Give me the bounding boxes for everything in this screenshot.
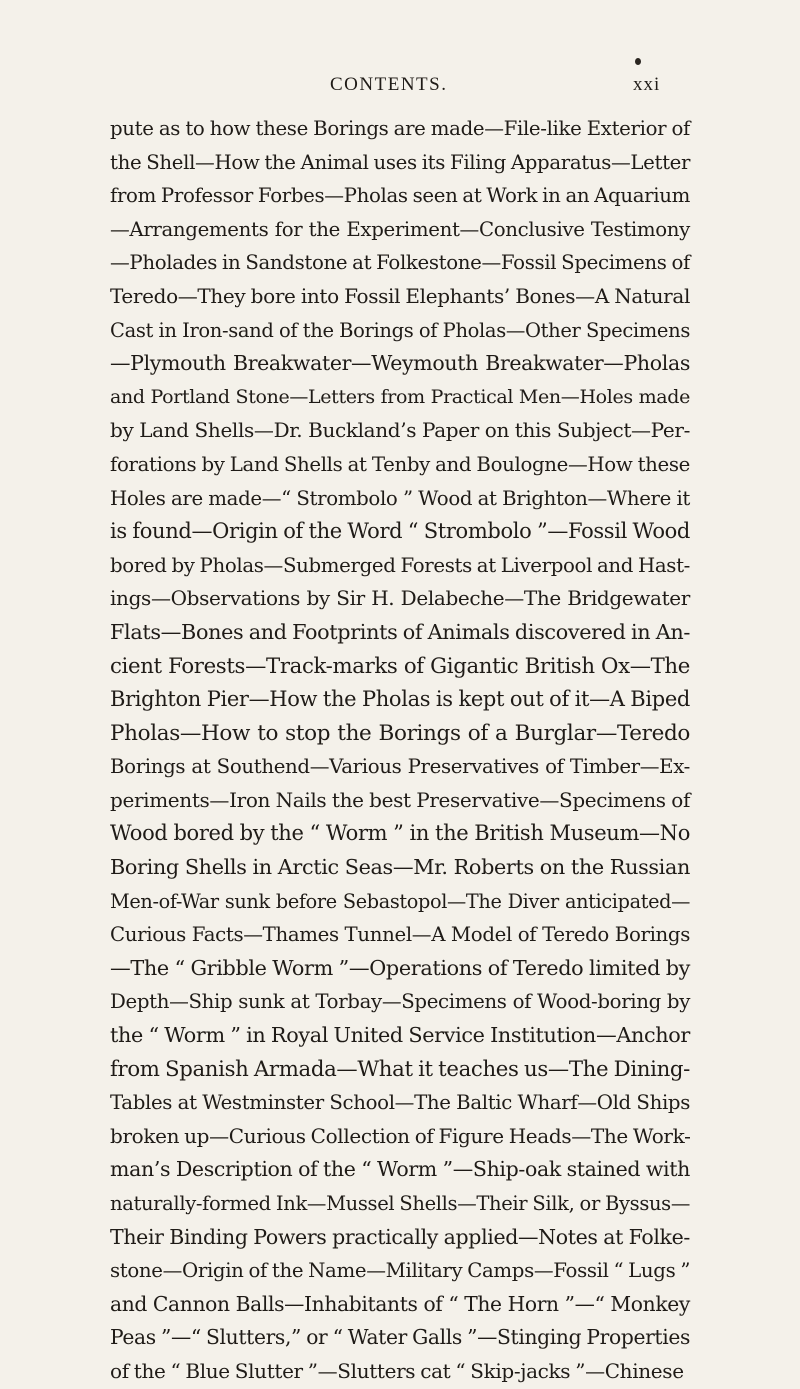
text-line: from Professor Forbes—Pholas seen at Work in an Aquarium <box>110 184 690 208</box>
text-line: pute as to how these Borings are made—File-like Exterior of <box>110 117 690 140</box>
text-line: Brighton Pier—How the Pholas is kept out of it—A Biped <box>110 687 690 712</box>
text-line: man’s Description of the “ Worm ”—Ship-oak stained with <box>110 1157 690 1182</box>
text-line: Peas ”—“ Slutters,” or “ Water Galls ”—Stinging Properties <box>110 1325 690 1350</box>
text-line: Men-of-War sunk before Sebastopol—The Diver anticipated— <box>110 889 690 913</box>
text-line: of the “ Blue Slutter ”—Slutters cat “ Skip-jacks ”—Chinese <box>110 1358 684 1383</box>
text-line: by Land Shells—Dr. Buckland’s Paper on this Subject—Per- <box>110 418 690 443</box>
text-line: Depth—Ship sunk at Torbay—Specimens of Wood-boring by <box>110 990 690 1014</box>
text-line: —Plymouth Breakwater—Weymouth Breakwater—Pholas <box>110 351 690 376</box>
text-line: Tables at Westminster School—The Baltic Wharf—Old Ships <box>110 1091 690 1115</box>
printer-mark-dot <box>635 58 641 65</box>
running-head: CONTENTS. <box>330 74 448 95</box>
text-line: the “ Worm ” in Royal United Service Institution—Anchor <box>110 1023 690 1048</box>
text-line: —Arrangements for the Experiment—Conclusive Testimony <box>110 217 690 241</box>
text-line: Wood bored by the “ Worm ” in the British Museum—No <box>110 821 690 846</box>
text-line: Flats—Bones and Footprints of Animals discovered in An- <box>110 619 690 644</box>
text-line: and Cannon Balls—Inhabitants of “ The Horn ”—“ Monkey <box>110 1291 690 1316</box>
text-line: Holes are made—“ Strombolo ” Wood at Brighton—Where it <box>110 486 690 510</box>
contents-body-text <box>110 112 690 1389</box>
text-line: —Pholades in Sandstone at Folkestone—Fossil Specimens of <box>110 251 690 275</box>
text-line: naturally-formed Ink—Mussel Shells—Their Silk, or Byssus— <box>110 1192 690 1215</box>
text-line: cient Forests—Track-marks of Gigantic British Ox—The <box>110 653 690 679</box>
text-line: stone—Origin of the Name—Military Camps—Fossil “ Lugs ” <box>110 1259 691 1283</box>
page-number: xxi <box>633 74 661 95</box>
text-line: Pholas—How to stop the Borings of a Burglar—Teredo <box>110 720 690 746</box>
text-line: Borings at Southend—Various Preservatives of Timber—Ex- <box>110 755 690 779</box>
text-line: the Shell—How the Animal uses its Filing Apparatus—Letter <box>110 150 691 174</box>
text-line: periments—Iron Nails the best Preservative—Specimens of <box>110 787 690 812</box>
text-line: ings—Observations by Sir H. Delabeche—The Bridgewater <box>110 586 690 611</box>
text-line: is found—Origin of the Word “ Strombolo ”—Fossil Wood <box>110 519 690 544</box>
text-line: bored by Pholas—Submerged Forests at Liverpool and Hast- <box>110 553 690 577</box>
text-line: —The “ Gribble Worm ”—Operations of Teredo limited by <box>110 955 690 980</box>
text-line: from Spanish Armada—What it teaches us—The Dining- <box>110 1056 690 1082</box>
text-line: Curious Facts—Thames Tunnel—A Model of Teredo Borings <box>110 923 690 947</box>
text-line: forations by Land Shells at Tenby and Boulogne—How these <box>110 452 690 476</box>
text-line: Teredo—They bore into Fossil Elephants’ Bones—A Natural <box>110 283 690 308</box>
page-header <box>0 74 800 104</box>
text-line: Their Binding Powers practically applied—Notes at Folke- <box>110 1224 690 1249</box>
text-line: and Portland Stone—Letters from Practical Men—Holes made <box>110 385 690 408</box>
text-line: Cast in Iron-sand of the Borings of Pholas—Other Specimens <box>110 318 690 342</box>
text-line: broken up—Curious Collection of Figure Heads—The Work- <box>110 1123 691 1148</box>
text-line: Boring Shells in Arctic Seas—Mr. Roberts on the Russian <box>110 855 690 880</box>
